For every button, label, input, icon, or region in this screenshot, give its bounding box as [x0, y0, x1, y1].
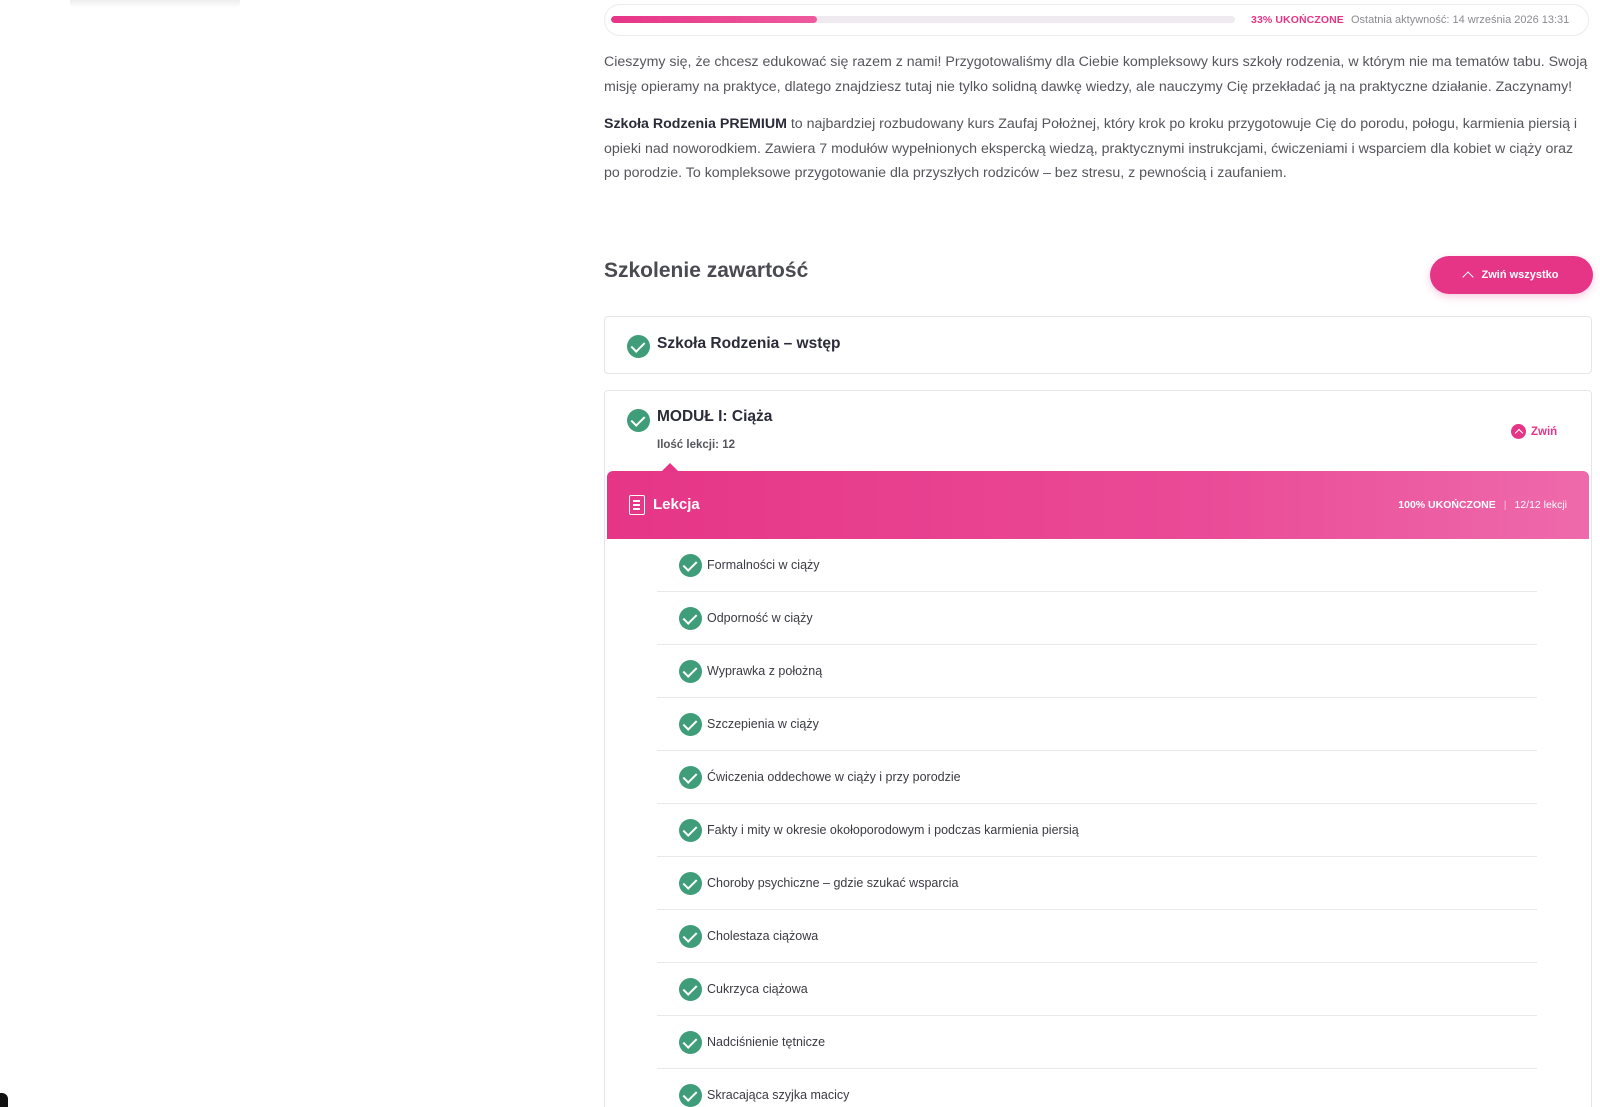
check-circle-icon	[679, 554, 702, 577]
check-circle-icon	[679, 925, 702, 948]
lesson-count-label: 12/12 lekcji	[1514, 499, 1567, 511]
lesson-title[interactable]: Fakty i mity w okresie okołoporodowym i podczas karmienia piersią	[707, 823, 1079, 837]
progress-fill	[611, 16, 817, 23]
module-card	[604, 390, 1592, 1107]
lesson-header-bar	[607, 471, 1589, 539]
check-circle-icon	[679, 978, 702, 1001]
lesson-title[interactable]: Odporność w ciąży	[707, 611, 813, 625]
lesson-title[interactable]: Choroby psychiczne – gdzie szukać wsparcia	[707, 876, 959, 890]
lesson-item[interactable]	[657, 910, 1537, 963]
collapse-all-button[interactable]	[1430, 256, 1593, 294]
module-collapse-button[interactable]	[1511, 424, 1557, 439]
premium-name: Szkoła Rodzenia PREMIUM	[604, 116, 787, 132]
module-lesson-count: Ilość lekcji: 12	[657, 439, 735, 451]
lesson-item[interactable]	[657, 645, 1537, 698]
intro-paragraph-premium	[604, 112, 1589, 186]
left-panel	[0, 0, 585, 1107]
intro-section-card[interactable]	[604, 316, 1592, 374]
progress-percent-label: 33% UKOŃCZONE	[1251, 14, 1344, 26]
lesson-item[interactable]	[657, 1016, 1537, 1069]
window-corner	[0, 1093, 8, 1107]
lesson-title[interactable]: Wyprawka z położną	[707, 664, 823, 678]
check-circle-icon	[627, 409, 650, 432]
lesson-header-title: Lekcja	[653, 496, 700, 513]
lesson-item[interactable]	[657, 592, 1537, 645]
lesson-header-stats	[1398, 499, 1567, 511]
intro-section-title[interactable]: Szkoła Rodzenia – wstęp	[657, 335, 841, 352]
course-description	[604, 50, 1589, 199]
module-title[interactable]: MODUŁ I: Ciąża	[657, 408, 773, 425]
lesson-title[interactable]: Formalności w ciąży	[707, 558, 820, 572]
lesson-item[interactable]	[657, 539, 1537, 592]
check-circle-icon	[679, 607, 702, 630]
last-activity: Ostatnia aktywność: 14 września 2026 13:31	[1351, 14, 1570, 26]
lesson-percent-label: 100% UKOŃCZONE	[1398, 499, 1496, 511]
lesson-item[interactable]	[657, 751, 1537, 804]
lesson-item[interactable]	[657, 857, 1537, 910]
lesson-item[interactable]	[657, 804, 1537, 857]
chevron-up-circle-icon	[1511, 424, 1526, 439]
check-circle-icon	[679, 713, 702, 736]
check-circle-icon	[679, 1084, 702, 1107]
check-circle-icon	[627, 335, 650, 358]
stats-separator: |	[1503, 499, 1507, 511]
module-collapse-label: Zwiń	[1531, 425, 1558, 438]
check-circle-icon	[679, 766, 702, 789]
lesson-title[interactable]: Nadciśnienie tętnicze	[707, 1035, 826, 1049]
document-icon	[629, 495, 645, 515]
progress-track	[611, 16, 1235, 23]
lesson-title[interactable]: Ćwiczenia oddechowe w ciąży i przy porodzie	[707, 770, 961, 784]
lesson-header-notch	[661, 463, 679, 472]
lesson-title[interactable]: Cukrzyca ciążowa	[707, 982, 808, 996]
intro-paragraph: Cieszymy się, że chcesz edukować się razem z nami! Przygotowaliśmy dla Ciebie kompleksowy kurs szkoły rodzenia, w którym nie ma tematów tabu. Swoją misję opieramy na praktyce, dlatego znajdziesz tutaj nie tylko solidną dawkę wiedzy, ale nauczymy Cię przekładać ją na praktyczne działanie. Zaczynamy!	[604, 54, 1588, 95]
content-section-title: Szkolenie zawartość	[604, 259, 809, 282]
check-circle-icon	[679, 872, 702, 895]
premium-description: to najbardziej rozbudowany kurs Zaufaj Położnej, który krok po kroku przygotowuje Cię do porodu, połogu, karmienia piersią i opieki nad noworodkiem. Zawiera 7 modułów wypełnionych ekspercką wiedzą, praktycznymi instrukcjami, ćwiczeniami i wsparciem dla kobiet w ciąży oraz po porodzie. To kompleksowe przygotowanie dla przyszłych rodziców – bez stresu, z pewnością i zaufaniem.	[604, 116, 1578, 181]
collapse-all-label: Zwiń wszystko	[1481, 269, 1559, 281]
check-circle-icon	[679, 819, 702, 842]
lesson-item[interactable]	[657, 698, 1537, 751]
check-circle-icon	[679, 1031, 702, 1054]
chevron-up-icon	[1463, 271, 1474, 282]
lesson-item[interactable]	[657, 963, 1537, 1016]
course-progress	[604, 4, 1589, 36]
left-panel-shadow	[70, 0, 240, 8]
lesson-title[interactable]: Skracająca szyjka macicy	[707, 1088, 850, 1102]
lesson-title[interactable]: Szczepienia w ciąży	[707, 717, 819, 731]
lesson-list	[657, 539, 1537, 1107]
lesson-title[interactable]: Cholestaza ciążowa	[707, 929, 819, 943]
lesson-item[interactable]	[657, 1069, 1537, 1107]
check-circle-icon	[679, 660, 702, 683]
